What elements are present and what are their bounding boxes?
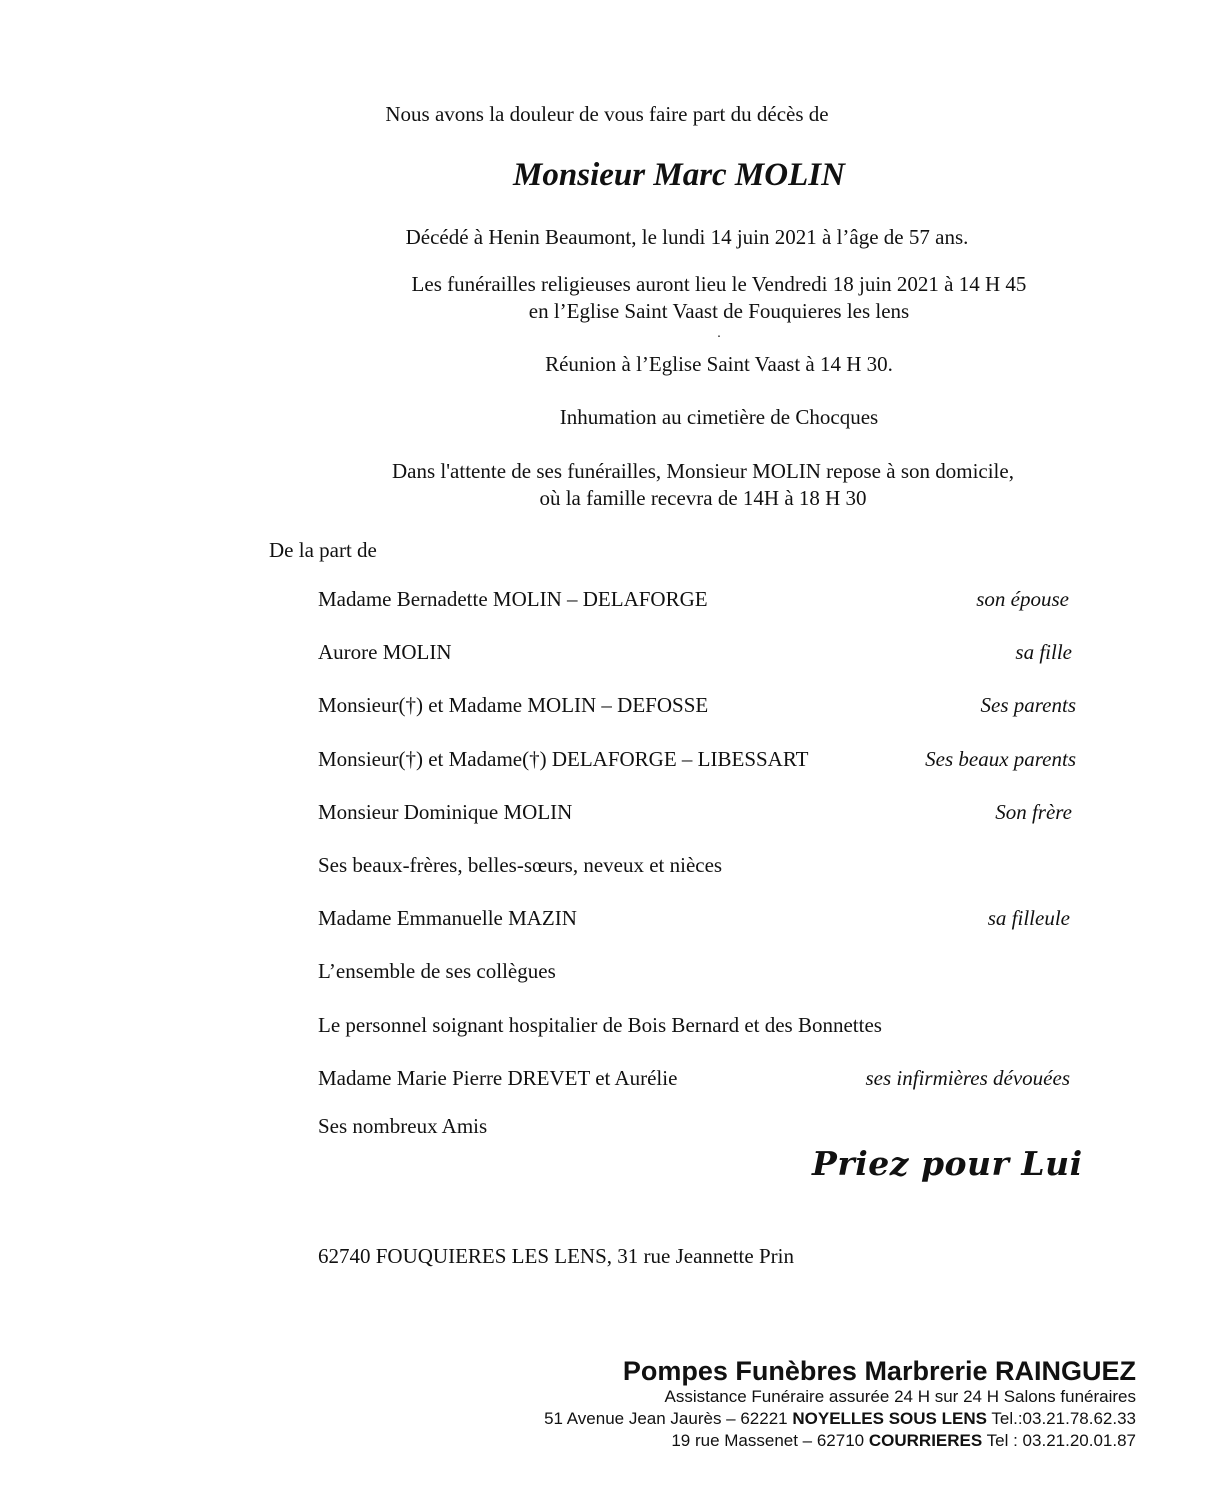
family-member-relation: Ses beaux parents [925, 747, 1076, 771]
family-member [318, 1064, 1070, 1092]
family-member [318, 957, 1076, 985]
family-member [318, 1011, 1076, 1039]
family-member [318, 798, 1072, 826]
family-member [318, 745, 1076, 773]
family-member-relation: ses infirmières dévouées [865, 1066, 1070, 1090]
family-member-relation: son épouse [976, 587, 1069, 611]
family-member-name: Monsieur(†) et Madame MOLIN – DEFOSSE [318, 693, 709, 717]
family-member [318, 1112, 1076, 1140]
family-member-relation: Son frère [995, 800, 1072, 824]
family-member-relation: sa fille [1015, 640, 1072, 664]
burial-details: Inhumation au cimetière de Chocques [559, 405, 879, 429]
address-2-phone: Tel : 03.21.20.01.87 [986, 1431, 1136, 1450]
family-member-name: Le personnel soignant hospitalier de Bois Bernard et des Bonnettes [318, 1013, 882, 1037]
deceased-name: Monsieur Marc MOLIN [513, 157, 845, 193]
family-member-relation: sa filleule [987, 906, 1070, 930]
address-1-prefix: 51 Avenue Jean Jaurès – 62221 [544, 1409, 788, 1428]
funeral-details-line-1: Les funérailles religieuses auront lieu le Vendredi 18 juin 2021 à 14 H 45 [411, 272, 1027, 296]
intro-text: Nous avons la douleur de vous faire part du décès de [385, 102, 829, 126]
family-member-name: Madame Emmanuelle MAZIN [318, 906, 577, 930]
family-member-name: Madame Bernadette MOLIN – DELAFORGE [318, 587, 708, 611]
family-member-name: Madame Marie Pierre DREVET et Aurélie [318, 1066, 678, 1090]
address-2-prefix: 19 rue Massenet – 62710 [671, 1431, 865, 1450]
prayer-text: Priez pour Lui [812, 1144, 1083, 1183]
family-member-name: Monsieur Dominique MOLIN [318, 800, 573, 824]
rest-details-line-1: Dans l'attente de ses funérailles, Monsieur MOLIN repose à son domicile, [392, 459, 1014, 483]
family-member [318, 691, 1076, 719]
family-member [318, 904, 1070, 932]
address-2-city: COURRIERES [868, 1431, 983, 1450]
family-member-name: L’ensemble de ses collègues [318, 959, 556, 983]
address-1-city: NOYELLES SOUS LENS [792, 1409, 987, 1428]
funeral-home-service: Assistance Funéraire assurée 24 H sur 24 H Salons funéraires [664, 1387, 1136, 1406]
family-heading: De la part de [269, 538, 377, 562]
family-member [318, 585, 1069, 613]
funeral-details-dot: . [717, 326, 721, 341]
rest-details-line-2: où la famille recevra de 14H à 18 H 30 [539, 486, 867, 510]
family-address: 62740 FOUQUIERES LES LENS, 31 rue Jeannette Prin [318, 1244, 794, 1268]
family-member-relation: Ses parents [980, 693, 1076, 717]
funeral-home-address-2 [671, 1430, 1136, 1452]
reunion-details: Réunion à l’Eglise Saint Vaast à 14 H 30. [545, 352, 893, 376]
address-1-phone: Tel.:03.21.78.62.33 [991, 1409, 1136, 1428]
family-member-name: Monsieur(†) et Madame(†) DELAFORGE – LIBESSART [318, 747, 809, 771]
funeral-home-address-1 [544, 1408, 1136, 1430]
family-member [318, 851, 1076, 879]
family-member-name: Ses beaux-frères, belles-sœurs, neveux et nièces [318, 853, 723, 877]
family-member [318, 638, 1072, 666]
death-details: Décédé à Henin Beaumont, le lundi 14 juin 2021 à l’âge de 57 ans. [405, 225, 969, 249]
family-member-name: Aurore MOLIN [318, 640, 452, 664]
funeral-home-name: Pompes Funèbres Marbrerie RAINGUEZ [622, 1356, 1136, 1386]
funeral-details-line-2: en l’Eglise Saint Vaast de Fouquieres les lens [528, 299, 910, 323]
family-member-name: Ses nombreux Amis [318, 1114, 488, 1138]
